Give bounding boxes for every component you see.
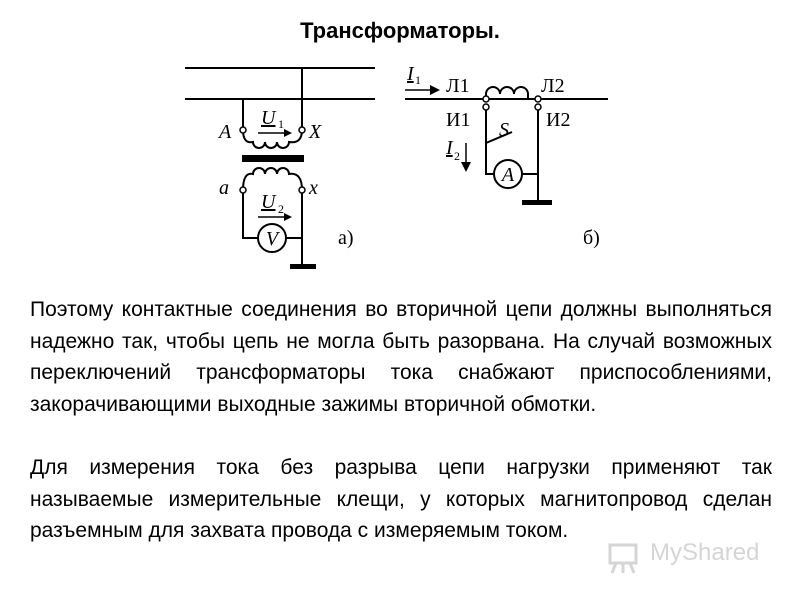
- terminal-I2: [535, 104, 541, 110]
- terminal-I1: [483, 104, 489, 110]
- caption-b: б): [583, 227, 600, 249]
- label-I2-term: И2: [546, 109, 571, 131]
- label-L1: Л1: [446, 75, 470, 97]
- label-I2-sub: 2: [454, 149, 460, 163]
- voltmeter-label: V: [265, 228, 279, 250]
- label-a: a: [219, 177, 229, 199]
- label-I2: I: [446, 137, 453, 159]
- terminal-a: [240, 187, 246, 193]
- terminal-A: [240, 127, 246, 133]
- paragraph-contacts: Поэтому контактные соединения во вторичной цепи должны выполняться надежно так, чтобы цепь не могла быть разорвана. На случай возможных переключений трансформаторы тока снабжают приспособлениями, закорачивающими выходные зажимы вторичной обмотки.: [30, 298, 772, 416]
- label-switch-S: S: [499, 119, 509, 141]
- label-I1: I: [407, 63, 414, 85]
- u2-arrowhead: [284, 213, 292, 221]
- caption-a: а): [338, 227, 354, 249]
- label-U1-sub: 1: [278, 117, 284, 131]
- label-x: x: [309, 177, 318, 199]
- secondary-right-wire: [286, 190, 302, 238]
- watermark-text: MyShared: [650, 539, 760, 566]
- ground-a: [290, 264, 316, 269]
- label-L2: Л2: [541, 75, 565, 97]
- transformer-diagrams: [0, 50, 800, 280]
- label-I1-term: И1: [446, 109, 471, 131]
- paragraph-clamp-meter: Для измерения тока без разрыва цепи нагрузки применяют так называемые измерительные клещи, у которых магнитопровод сделан разъемным для захвата провода с измеряемым током.: [30, 456, 772, 542]
- core-bar: [242, 155, 304, 162]
- ammeter-left-wire: [486, 143, 494, 174]
- label-A: A: [219, 121, 232, 143]
- ground-b: [522, 200, 552, 205]
- page-title: Трансформаторы.: [300, 18, 500, 43]
- u1-arrowhead: [284, 129, 292, 137]
- ammeter-right-wire: [522, 143, 538, 174]
- terminal-X: [299, 127, 305, 133]
- i1-arrowhead: [430, 85, 440, 95]
- terminal-L1: [483, 96, 489, 102]
- i2-arrowhead: [461, 162, 471, 172]
- label-U2-sub: 2: [278, 202, 284, 216]
- ammeter-label: A: [501, 164, 515, 186]
- ct-primary-winding: [486, 87, 528, 99]
- label-U1: U: [261, 107, 276, 129]
- label-I1-sub: 1: [415, 73, 421, 87]
- label-X: X: [309, 121, 322, 143]
- secondary-winding: [243, 168, 302, 190]
- watermark-logo-icon: [606, 535, 646, 575]
- label-U2: U: [261, 191, 276, 213]
- terminal-x: [299, 187, 305, 193]
- secondary-left-wire: [243, 190, 258, 238]
- watermark: [606, 535, 776, 575]
